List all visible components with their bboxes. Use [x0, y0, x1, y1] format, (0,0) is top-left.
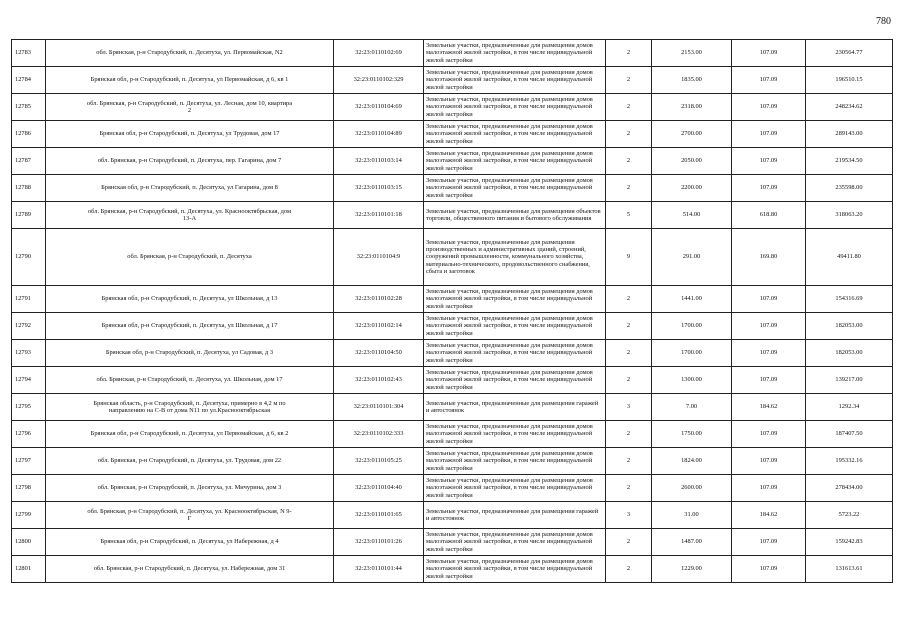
cadastral-number-cell: 32:23:0110102:28 — [334, 286, 424, 313]
cadastral-value-cell: 182053.00 — [806, 340, 893, 367]
address-cell: Брянская обл, р-н Стародубский, п. Десятуха, ул Школьная, д 13 — [46, 286, 334, 313]
category-cell: 2 — [606, 421, 652, 448]
cadastral-number-cell: 32:23:0110102:43 — [334, 367, 424, 394]
row-number-cell: 12787 — [12, 148, 46, 175]
cadastral-number-cell: 32:23:0110104:89 — [334, 121, 424, 148]
row-number-cell: 12783 — [12, 40, 46, 67]
category-cell: 2 — [606, 313, 652, 340]
cadastral-value-cell: 1292.34 — [806, 394, 893, 421]
cadastral-number-cell: 32:23:0110101:26 — [334, 529, 424, 556]
land-use-cell: Земельные участки, предназначенные для размещения домов малоэтажной жилой застройки, в том числе индивидуальной жилой застройки — [424, 286, 606, 313]
cadastral-value-cell: 131613.61 — [806, 556, 893, 583]
table-row — [12, 502, 893, 529]
land-use-cell: Земельные участки, предназначенные для размещения объектов торговли, общественного питания и бытового обслуживания — [424, 202, 606, 229]
area-cell: 1487.00 — [652, 529, 732, 556]
row-number-cell: 12791 — [12, 286, 46, 313]
area-cell: 291.00 — [652, 229, 732, 286]
table-row — [12, 121, 893, 148]
category-cell: 2 — [606, 367, 652, 394]
specific-value-cell: 107.09 — [732, 529, 806, 556]
address-cell: Брянская обл, р-н Стародубский, п. Десятуха, ул Гагарина, дом 8 — [46, 175, 334, 202]
specific-value-cell: 107.09 — [732, 421, 806, 448]
area-cell: 1229.00 — [652, 556, 732, 583]
cadastral-number-cell: 32:23:0110101:304 — [334, 394, 424, 421]
cadastral-value-cell: 49411.80 — [806, 229, 893, 286]
land-use-cell: Земельные участки, предназначенные для размещения домов малоэтажной жилой застройки, в том числе индивидуальной жилой застройки — [424, 175, 606, 202]
category-cell: 2 — [606, 121, 652, 148]
cadastral-value-cell: 182053.00 — [806, 313, 893, 340]
row-number-cell: 12796 — [12, 421, 46, 448]
specific-value-cell: 169.80 — [732, 229, 806, 286]
row-number-cell: 12785 — [12, 94, 46, 121]
cadastral-value-table — [11, 39, 893, 583]
row-number-cell: 12800 — [12, 529, 46, 556]
area-cell: 1700.00 — [652, 340, 732, 367]
row-number-cell: 12788 — [12, 175, 46, 202]
table-row — [12, 202, 893, 229]
area-cell: 7.00 — [652, 394, 732, 421]
cadastral-number-cell: 32:23:0110102:14 — [334, 313, 424, 340]
land-use-cell: Земельные участки, предназначенные для размещения домов малоэтажной жилой застройки, в том числе индивидуальной жилой застройки — [424, 421, 606, 448]
cadastral-value-cell: 195332.16 — [806, 448, 893, 475]
category-cell: 2 — [606, 94, 652, 121]
area-cell: 514.00 — [652, 202, 732, 229]
land-use-cell: Земельные участки, предназначенные для размещения домов малоэтажной жилой застройки, в том числе индивидуальной жилой застройки — [424, 121, 606, 148]
area-cell: 2600.00 — [652, 475, 732, 502]
table-row — [12, 94, 893, 121]
table-row — [12, 367, 893, 394]
table-row — [12, 229, 893, 286]
row-number-cell: 12798 — [12, 475, 46, 502]
category-cell: 3 — [606, 394, 652, 421]
cadastral-value-cell: 278434.00 — [806, 475, 893, 502]
land-use-cell: Земельные участки, предназначенные для размещения домов малоэтажной жилой застройки, в том числе индивидуальной жилой застройки — [424, 475, 606, 502]
category-cell: 5 — [606, 202, 652, 229]
cadastral-value-cell: 154316.69 — [806, 286, 893, 313]
category-cell: 2 — [606, 67, 652, 94]
land-use-cell: Земельные участки, предназначенные для размещения домов малоэтажной жилой застройки, в том числе индивидуальной жилой застройки — [424, 340, 606, 367]
row-number-cell: 12797 — [12, 448, 46, 475]
address-cell: обл. Брянская, р-н Стародубский, п. Десятуха, пер. Гагарина, дом 7 — [46, 148, 334, 175]
land-use-cell: Земельные участки, предназначенные для размещения производственных и административных зданий, строений, сооружений промышленности, коммунального хозяйства, материально-технического, продовольственного снабжения, сбыта и заготовок — [424, 229, 606, 286]
category-cell: 9 — [606, 229, 652, 286]
cadastral-value-cell: 248234.62 — [806, 94, 893, 121]
address-cell: Брянская обл, р-н Стародубский, п. Десятуха, ул Набережная, д 4 — [46, 529, 334, 556]
specific-value-cell: 107.09 — [732, 340, 806, 367]
cadastral-number-cell: 32:23:0110101:44 — [334, 556, 424, 583]
cadastral-value-cell: 196510.15 — [806, 67, 893, 94]
row-number-cell: 12792 — [12, 313, 46, 340]
address-cell: обл. Брянская, р-н Стародубский, п. Десятуха, ул. Мичурина, дом 3 — [46, 475, 334, 502]
cadastral-number-cell: 32:23:0110103:14 — [334, 148, 424, 175]
land-use-cell: Земельные участки, предназначенные для размещения гаражей и автостоянок — [424, 394, 606, 421]
specific-value-cell: 107.09 — [732, 67, 806, 94]
table-row — [12, 175, 893, 202]
area-cell: 1824.00 — [652, 448, 732, 475]
area-cell: 2700.00 — [652, 121, 732, 148]
category-cell: 2 — [606, 40, 652, 67]
cadastral-value-cell: 235598.00 — [806, 175, 893, 202]
cadastral-value-cell: 289143.00 — [806, 121, 893, 148]
address-cell: Брянская область, р-н Стародубский, п. Десятуха, примерно в 4,2 м по направлению на С-В от дома N11 по ул.Краснооктябрьская — [46, 394, 334, 421]
specific-value-cell: 107.09 — [732, 94, 806, 121]
land-use-cell: Земельные участки, предназначенные для размещения домов малоэтажной жилой застройки, в том числе индивидуальной жилой застройки — [424, 529, 606, 556]
address-cell: обл. Брянская, р-н Стародубский, п. Десятуха, ул. Трудовая, дом 22 — [46, 448, 334, 475]
cadastral-number-cell: 32:23:0110101:65 — [334, 502, 424, 529]
land-use-cell: Земельные участки, предназначенные для размещения гаражей и автостоянок — [424, 502, 606, 529]
specific-value-cell: 107.09 — [732, 556, 806, 583]
land-use-cell: Земельные участки, предназначенные для размещения домов малоэтажной жилой застройки, в том числе индивидуальной жилой застройки — [424, 94, 606, 121]
address-cell: обл. Брянская, р-н Стародубский, п. Десятуха, ул. Краснооктябрьская, дом 13-А — [46, 202, 334, 229]
specific-value-cell: 184.62 — [732, 502, 806, 529]
category-cell: 2 — [606, 529, 652, 556]
category-cell: 2 — [606, 340, 652, 367]
area-cell: 2318.00 — [652, 94, 732, 121]
land-use-cell: Земельные участки, предназначенные для размещения домов малоэтажной жилой застройки, в том числе индивидуальной жилой застройки — [424, 367, 606, 394]
area-cell: 1835.00 — [652, 67, 732, 94]
cadastral-value-cell: 219534.50 — [806, 148, 893, 175]
row-number-cell: 12799 — [12, 502, 46, 529]
table-row — [12, 556, 893, 583]
specific-value-cell: 107.09 — [732, 148, 806, 175]
category-cell: 2 — [606, 448, 652, 475]
row-number-cell: 12789 — [12, 202, 46, 229]
land-use-cell: Земельные участки, предназначенные для размещения домов малоэтажной жилой застройки, в том числе индивидуальной жилой застройки — [424, 313, 606, 340]
land-use-cell: Земельные участки, предназначенные для размещения домов малоэтажной жилой застройки, в том числе индивидуальной жилой застройки — [424, 40, 606, 67]
row-number-cell: 12794 — [12, 367, 46, 394]
cadastral-value-cell: 318063.20 — [806, 202, 893, 229]
row-number-cell: 12786 — [12, 121, 46, 148]
area-cell: 31.00 — [652, 502, 732, 529]
specific-value-cell: 107.09 — [732, 286, 806, 313]
specific-value-cell: 184.62 — [732, 394, 806, 421]
table-row — [12, 313, 893, 340]
row-number-cell: 12784 — [12, 67, 46, 94]
row-number-cell: 12790 — [12, 229, 46, 286]
area-cell: 1750.00 — [652, 421, 732, 448]
cadastral-number-cell: 32:23:0110101:18 — [334, 202, 424, 229]
cadastral-value-cell: 139217.00 — [806, 367, 893, 394]
specific-value-cell: 107.09 — [732, 121, 806, 148]
land-use-cell: Земельные участки, предназначенные для размещения домов малоэтажной жилой застройки, в том числе индивидуальной жилой застройки — [424, 148, 606, 175]
cadastral-number-cell: 32:23:0110103:15 — [334, 175, 424, 202]
table-row — [12, 421, 893, 448]
table-row — [12, 286, 893, 313]
specific-value-cell: 107.09 — [732, 313, 806, 340]
area-cell: 2153.00 — [652, 40, 732, 67]
cadastral-value-cell: 230564.77 — [806, 40, 893, 67]
address-cell: Брянская обл, р-н Стародубский, п. Десятуха, ул Первомайская, д 6, кв 1 — [46, 67, 334, 94]
area-cell: 1700.00 — [652, 313, 732, 340]
page-number: 780 — [876, 16, 891, 27]
specific-value-cell: 107.09 — [732, 475, 806, 502]
area-cell: 2050.00 — [652, 148, 732, 175]
table-row — [12, 529, 893, 556]
specific-value-cell: 618.80 — [732, 202, 806, 229]
area-cell: 1441.00 — [652, 286, 732, 313]
address-cell: Брянская обл, р-н Стародубский, п. Десятуха, ул Школьная, д 17 — [46, 313, 334, 340]
specific-value-cell: 107.09 — [732, 367, 806, 394]
table-row — [12, 394, 893, 421]
cadastral-number-cell: 32:23:0110104:69 — [334, 94, 424, 121]
table-body — [12, 40, 893, 583]
row-number-cell: 12801 — [12, 556, 46, 583]
category-cell: 3 — [606, 502, 652, 529]
address-cell: обл. Брянская, р-н Стародубский, п. Десятуха, ул. Первомайская, N2 — [46, 40, 334, 67]
row-number-cell: 12795 — [12, 394, 46, 421]
address-cell: Брянская обл, р-н Стародубский, п. Десятуха, ул Трудовая, дом 17 — [46, 121, 334, 148]
table-row — [12, 67, 893, 94]
cadastral-number-cell: 32:23:0110104:50 — [334, 340, 424, 367]
category-cell: 2 — [606, 286, 652, 313]
address-cell: обл. Брянская, р-н Стародубский, п. Десятуха, ул. Набережная, дом 31 — [46, 556, 334, 583]
specific-value-cell: 107.09 — [732, 448, 806, 475]
category-cell: 2 — [606, 148, 652, 175]
row-number-cell: 12793 — [12, 340, 46, 367]
address-cell: обл. Брянская, р-н Стародубский, п. Десятуха — [46, 229, 334, 286]
address-cell: Брянская обл, р-н Стародубский, п. Десятуха, ул Садовая, д 3 — [46, 340, 334, 367]
cadastral-value-cell: 5723.22 — [806, 502, 893, 529]
table-row — [12, 40, 893, 67]
land-use-cell: Земельные участки, предназначенные для размещения домов малоэтажной жилой застройки, в том числе индивидуальной жилой застройки — [424, 448, 606, 475]
cadastral-number-cell: 32:23:0110104:40 — [334, 475, 424, 502]
table-row — [12, 448, 893, 475]
area-cell: 2200.00 — [652, 175, 732, 202]
cadastral-number-cell: 32:23:0110102:329 — [334, 67, 424, 94]
land-use-cell: Земельные участки, предназначенные для размещения домов малоэтажной жилой застройки, в том числе индивидуальной жилой застройки — [424, 556, 606, 583]
category-cell: 2 — [606, 175, 652, 202]
address-cell: обл. Брянская, р-н Стародубский, п. Десятуха, ул. Краснооктябрьская, N 9-Г — [46, 502, 334, 529]
cadastral-number-cell: 32:23:0110105:25 — [334, 448, 424, 475]
cadastral-number-cell: 32:23:0110102:69 — [334, 40, 424, 67]
table-row — [12, 148, 893, 175]
category-cell: 2 — [606, 556, 652, 583]
address-cell: Брянская обл, р-н Стародубский, п. Десятуха, ул Первомайская, д 6, кв 2 — [46, 421, 334, 448]
table-row — [12, 475, 893, 502]
cadastral-number-cell: 32:23:0110102:333 — [334, 421, 424, 448]
cadastral-number-cell: 32:23:0110104:9 — [334, 229, 424, 286]
area-cell: 1300.00 — [652, 367, 732, 394]
address-cell: обл. Брянская, р-н Стародубский, п. Десятуха, ул. Лесная, дом 10, квартира 2 — [46, 94, 334, 121]
specific-value-cell: 107.09 — [732, 175, 806, 202]
address-cell: обл. Брянская, р-н Стародубский, п. Десятуха, ул. Школьная, дом 17 — [46, 367, 334, 394]
specific-value-cell: 107.09 — [732, 40, 806, 67]
land-use-cell: Земельные участки, предназначенные для размещения домов малоэтажной жилой застройки, в том числе индивидуальной жилой застройки — [424, 67, 606, 94]
cadastral-value-cell: 159242.83 — [806, 529, 893, 556]
table-row — [12, 340, 893, 367]
category-cell: 2 — [606, 475, 652, 502]
cadastral-value-cell: 187407.50 — [806, 421, 893, 448]
